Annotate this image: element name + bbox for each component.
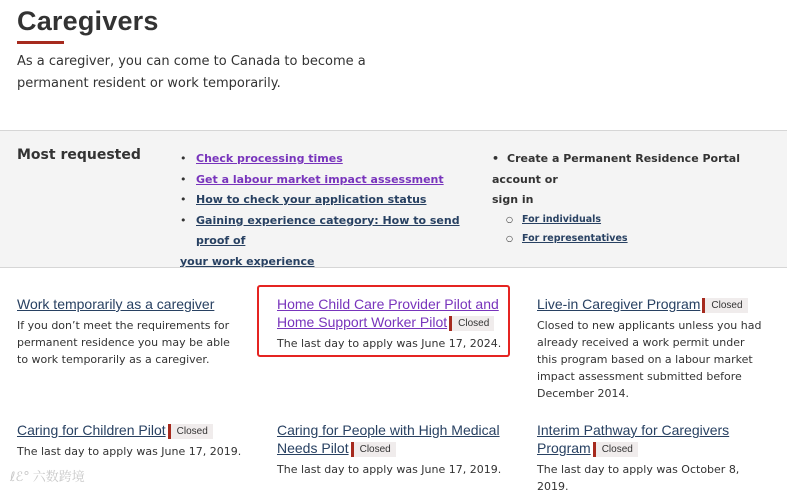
link-check-application-status[interactable]: How to check your application status bbox=[196, 193, 427, 206]
watermark-text: 六数跨境 bbox=[32, 470, 85, 485]
link-for-individuals[interactable]: For individuals bbox=[522, 213, 602, 225]
watermark-logo-icon: ℓℰ° bbox=[10, 470, 30, 485]
card-live-in-caregiver bbox=[537, 296, 767, 402]
most-requested-panel bbox=[0, 130, 787, 268]
portal-block bbox=[492, 149, 772, 248]
link-gaining-experience-category[interactable] bbox=[180, 213, 475, 273]
link-for-representatives[interactable]: For representatives bbox=[522, 232, 628, 244]
card-description: The last day to apply was June 17, 2024. bbox=[277, 337, 502, 350]
page-title: Caregivers bbox=[17, 6, 159, 36]
status-badge: Closed bbox=[351, 442, 396, 457]
title-underline bbox=[17, 41, 64, 44]
list-item bbox=[180, 170, 475, 191]
portal-sub-list bbox=[506, 210, 772, 248]
card-description: The last day to apply was June 17, 2019. bbox=[277, 463, 502, 476]
link-line: your work experience bbox=[180, 254, 315, 268]
link-line: Gaining experience category: How to send proof of bbox=[196, 213, 460, 247]
status-badge: Closed bbox=[702, 298, 747, 313]
card-description: If you don’t meet the requirements for permanent residence you may be able to work temporarily as a caregiver. bbox=[17, 319, 230, 366]
status-badge: Closed bbox=[593, 442, 638, 457]
status-badge: Closed bbox=[449, 316, 494, 331]
card-interim-pathway bbox=[537, 422, 767, 491]
card-caring-for-children bbox=[17, 422, 242, 460]
card-description: Closed to new applicants unless you had already received a work permit under this program based on a labour market impact assessment submitted before December 2014. bbox=[537, 319, 762, 400]
portal-heading bbox=[492, 149, 772, 190]
card-title-link[interactable]: Live-in Caregiver Program bbox=[537, 296, 701, 312]
watermark bbox=[10, 466, 85, 485]
portal-label-line2: sign in bbox=[492, 193, 534, 206]
card-description: The last day to apply was October 8, 2019. bbox=[537, 463, 740, 491]
most-requested-heading: Most requested bbox=[17, 147, 141, 163]
card-high-medical-needs bbox=[277, 422, 505, 478]
card-title-line: Interim Pathway for Caregivers bbox=[537, 422, 730, 438]
link-labour-market-impact-assessment[interactable]: Get a labour market impact assessment bbox=[196, 172, 444, 186]
card-title-link[interactable]: Work temporarily as a caregiver bbox=[17, 296, 215, 312]
list-item bbox=[506, 229, 772, 248]
card-work-temporarily bbox=[17, 296, 242, 368]
page-intro: As a caregiver, you can come to Canada to become a permanent resident or work temporarily. bbox=[17, 54, 366, 91]
card-title-line: Home Child Care Provider Pilot and bbox=[277, 296, 499, 312]
bullet-icon: • bbox=[492, 152, 500, 165]
list-item bbox=[180, 190, 475, 211]
list-item bbox=[506, 210, 772, 229]
link-check-processing-times[interactable]: Check processing times bbox=[196, 152, 343, 165]
highlight-box bbox=[257, 285, 510, 357]
most-requested-list bbox=[180, 149, 475, 272]
card-title-line: Needs Pilot bbox=[277, 440, 349, 456]
list-item bbox=[180, 211, 475, 273]
status-badge: Closed bbox=[168, 424, 213, 439]
card-title-line: Program bbox=[537, 440, 591, 456]
portal-label-line1: Create a Permanent Residence Portal account or bbox=[492, 152, 740, 186]
card-description: The last day to apply was June 17, 2019. bbox=[17, 445, 242, 458]
card-title-link[interactable]: Caring for Children Pilot bbox=[17, 422, 166, 438]
card-title-line: Home Support Worker Pilot bbox=[277, 314, 448, 330]
card-title-line: Caring for People with High Medical bbox=[277, 422, 500, 438]
list-item bbox=[180, 149, 475, 170]
